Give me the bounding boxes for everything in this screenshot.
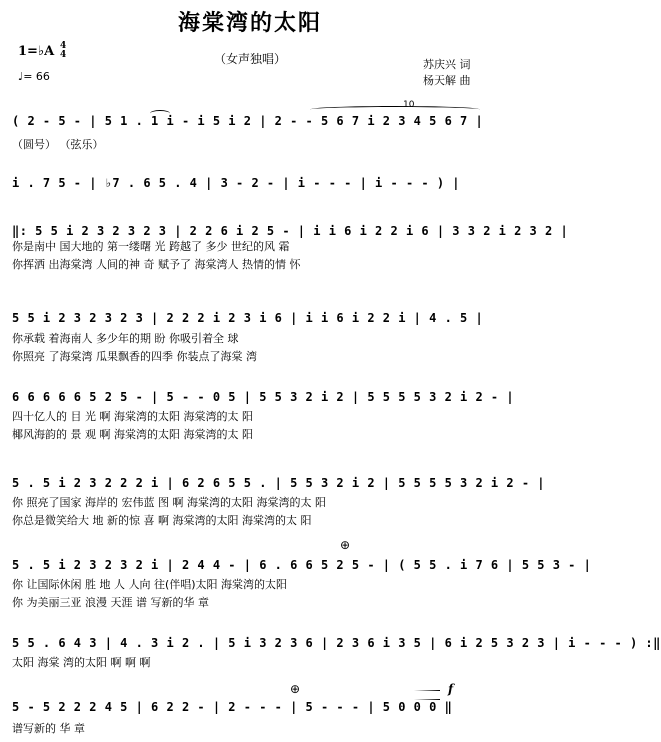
lyricist-credit: 苏庆兴 词 [423,58,471,71]
lyric-line: 你是南中 国大地的 第一缕曙 光 跨越了 多少 世纪的风 霜 [12,240,290,253]
coda-icon: ⊕ [290,682,301,696]
notation-line: ( 2 - 5 - | 5 1 . 1 i - i 5 i 2 | 2 - - 5 6 7 i 2 3 4 5 6 7 | [12,114,484,128]
staff-row-1 [10,100,488,138]
slur [150,110,170,117]
lyric-line: 椰风海韵的 景 观 啊 海棠湾的太阳 海棠湾的太 阳 [12,428,253,441]
tempo-marking: ♩= 66 [18,70,50,83]
lyric-line: （圆号） （弦乐） [12,138,104,151]
lyric-line: 谱写新的 华 章 [12,722,85,735]
tuplet-mark: 10 [403,100,415,110]
notation-line: 5 - 5 2 2 2 4 5 | 6 2 2 - | 2 - - - | 5 - - - | 5 0 0 0 ‖ [12,700,453,714]
lyric-line: 四十亿人的 目 光 啊 海棠湾的太阳 海棠湾的太 阳 [12,410,253,423]
crescendo-hairpin [310,690,440,700]
notation-line: 5 5 i 2 3 2 3 2 3 | 2 2 2 i 2 3 i 6 | i i 6 i 2 2 i | 4 . 5 | [12,311,484,325]
lyric-line: 你挥洒 出海棠湾 人间的神 奇 赋予了 海棠湾人 热情的情 怀 [12,258,301,271]
notation-line: ‖: 5 5 i 2 3 2 3 2 3 | 2 2 6 i 2 5 - | i i 6 i 2 2 i 6 | 3 3 2 i 2 3 2 | [12,224,569,238]
dynamic-marking: f [448,682,454,696]
page-subtitle: （女声独唱） [213,52,286,66]
notation-line: 5 5 . 6 4 3 | 4 . 3 i 2 . | 5 i 3 2 3 6 | 2 3 6 i 3 5 | 6 i 2 5 3 2 3 | i - - - ) :‖ [12,636,661,650]
notation-line: i . 7 5 - | ♭7 . 6 5 . 4 | 3 - 2 - | i - - - | i - - - ) | [12,176,461,190]
lyric-line: 你 为美丽三亚 浪漫 天涯 谱 写新的华 章 [12,596,209,609]
composer-credit: 杨天解 曲 [423,74,471,87]
lyric-line: 你照亮 了海棠湾 瓜果飘香的四季 你装点了海棠 湾 [12,350,257,363]
notation-line: 6 6 6 6 6 5 2 5 - | 5 - - 0 5 | 5 5 3 2 i 2 | 5 5 5 5 3 2 i 2 - | [12,390,515,404]
time-signature [60,42,66,60]
meter-bottom: 4 [60,50,67,60]
lyric-line: 你总是微笑给大 地 新的惊 喜 啊 海棠湾的太阳 海棠湾的太 阳 [12,514,312,527]
lyric-line: 你 照亮了国家 海岸的 宏伟蓝 图 啊 海棠湾的太阳 海棠湾的太 阳 [12,496,326,509]
staff-row-2 [10,170,488,200]
meter-top: 4 [60,41,67,51]
lyric-line: 你 让国际休闲 胜 地 人 人向 往(伴唱)太阳 海棠湾的太阳 [12,578,288,591]
notation-line: 5 . 5 i 2 3 2 2 2 i | 6 2 6 5 5 . | 5 5 3 2 i 2 | 5 5 5 5 3 2 i 2 - | [12,476,545,490]
notation-line: 5 . 5 i 2 3 2 3 2 i | 2 4 4 - | 6 . 6 6 5 2 5 - | ( 5 5 . i 7 6 | 5 5 3 - | [12,558,592,572]
lyric-line: 你承载 着海南人 多少年的期 盼 你吸引着全 球 [12,332,239,345]
coda-icon: ⊕ [340,538,351,552]
key-signature: 1=♭A [18,44,55,59]
page-title: 海棠湾的太阳 [177,11,322,36]
slur [310,106,480,113]
lyric-line: 太阳 海棠 湾的太阳 啊 啊 啊 [12,656,151,669]
